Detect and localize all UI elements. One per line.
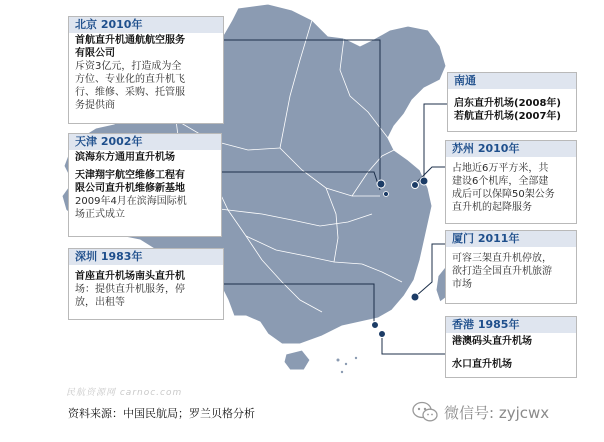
- marker-hongkong: [379, 331, 386, 338]
- callout-line: 首座直升机场南头直升机: [75, 271, 185, 282]
- callout-line: 直升机的起降服务: [452, 202, 532, 213]
- callout-line: 限公司直升机维修新基地: [75, 183, 185, 194]
- callout-line: 2009年4月在滨海国际机: [75, 196, 187, 207]
- callout-line: 场正式成立: [75, 209, 125, 220]
- watermark-text: 民航资源网 carnoc.com: [66, 388, 183, 398]
- callout-line: 首航直升机通航航空服务: [75, 35, 185, 46]
- marker-suzhou: [412, 182, 419, 189]
- south-sea-islands: [337, 357, 358, 373]
- callout-title: 深圳 1983年: [69, 249, 223, 265]
- callout-title: 香港 1985年: [446, 317, 576, 333]
- callout-line: 斥资3亿元，打造成为全: [75, 61, 182, 72]
- callout-nantong: [447, 72, 577, 132]
- callout-title: 南通: [448, 73, 576, 89]
- callout-line: 成后可以保障50架公务: [452, 189, 555, 200]
- marker-xiamen: [411, 293, 419, 301]
- callout-line: 方位、专业化的直升机飞: [75, 74, 185, 85]
- callout-line: 行、维修、采购、托管服: [75, 87, 185, 98]
- callout-line: 务提供商: [75, 100, 115, 111]
- callout-xiamen: [445, 230, 577, 304]
- callout-line: 场：提供直升机服务，停: [75, 284, 185, 295]
- callout-shenzhen: [68, 248, 224, 320]
- callout-line: 天津翔宇航空维修工程有: [75, 170, 185, 181]
- callout-suzhou: [445, 140, 577, 224]
- marker-beijing: [377, 180, 385, 188]
- callout-line: 有限公司: [75, 48, 115, 59]
- marker-tianjin: [384, 192, 389, 197]
- callout-line: 水口直升机场: [452, 359, 512, 370]
- callout-tianjin: [68, 133, 222, 237]
- hainan-island-shape: [284, 350, 310, 370]
- source-caption: 资料来源：中国民航局；罗兰贝格分析: [68, 407, 255, 420]
- wechat-id-text: 微信号: zyjcwx: [444, 403, 550, 422]
- callout-line: 市场: [452, 279, 472, 290]
- callout-line: 滨海东方通用直升机场: [75, 152, 175, 163]
- callout-line: 占地近6万平方米，共: [452, 163, 549, 174]
- callout-title: 厦门 2011年: [446, 231, 576, 247]
- wechat-icon: [412, 401, 438, 423]
- callout-line: 若航直升机场(2007年): [454, 111, 561, 122]
- leader-line-hongkong: [382, 335, 445, 354]
- callout-title: 北京 2010年: [69, 17, 223, 33]
- marker-shenzhen: [372, 322, 379, 329]
- callout-line: 港澳码头直升机场: [452, 336, 532, 347]
- callout-title: 天津 2002年: [69, 134, 221, 150]
- callout-line: 启东直升机场(2008年): [454, 98, 561, 109]
- callout-line: 放，出租等: [75, 297, 125, 308]
- callout-line: 建设6个机库，全部建: [452, 176, 549, 187]
- callout-line: 可容三架直升机停放，: [452, 253, 552, 264]
- callout-line: 欲打造全国直升机旅游: [452, 266, 552, 277]
- marker-nantong: [420, 177, 428, 185]
- callout-hongkong: [445, 316, 577, 378]
- callout-beijing: [68, 16, 224, 124]
- callout-title: 苏州 2010年: [446, 141, 576, 157]
- wechat-badge: [412, 401, 549, 423]
